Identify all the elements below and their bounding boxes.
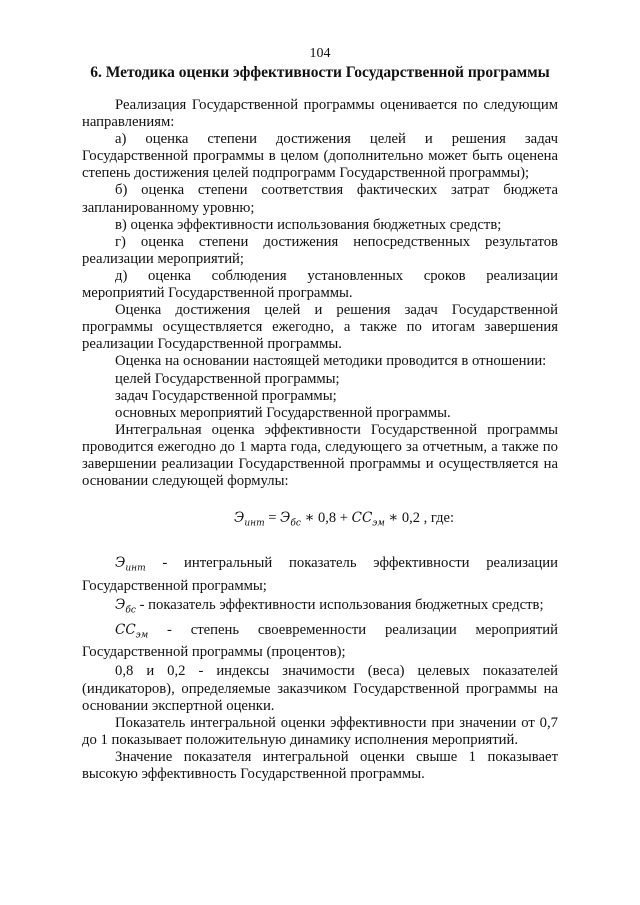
scope-item-activities: основных мероприятий Государственной программы.	[115, 404, 451, 421]
paragraph-assessment: Оценка достижения целей и решения задач Государственной программы осуществляется ежегодно, а также по итогам завершения реализации Государственной программы.	[82, 302, 558, 353]
list-item-c: в) оценка эффективности использования бюджетных средств;	[115, 216, 502, 233]
formula-weight-1: ∗ 0,8 +	[300, 510, 352, 527]
section-title: 6. Методика оценки эффективности Государственной программы	[90, 64, 550, 81]
formula-term-budget: $Э_{бс}$	[280, 510, 301, 529]
formula-eq: =	[264, 510, 281, 527]
symbol-integral: $Э_{инт}$	[115, 554, 146, 574]
formula-lhs: $Э_{инт}$	[234, 510, 265, 529]
definition-integral: $Э_{инт}$ - интегральный показатель эффективности реализации Государственной программы;	[82, 554, 558, 594]
formula-tail: , где:	[420, 510, 454, 527]
paragraph-positive-dynamics: Показатель интегральной оценки эффективности при значении от 0,7 до 1 показывает положительную динамику исполнения мероприятий.	[82, 714, 558, 748]
formula-weight-2: ∗ 0,2	[384, 510, 421, 527]
scope-item-tasks: задач Государственной программы;	[115, 387, 337, 404]
paragraph-high-efficiency: Значение показателя интегральной оценки свыше 1 показывает высокую эффективность Государственной программы.	[82, 748, 558, 783]
paragraph-intro: Реализация Государственной программы оценивается по следующим направлениям:	[82, 97, 558, 131]
list-item-e: д) оценка соблюдения установленных сроков реализации мероприятий Государственной программы.	[82, 267, 558, 302]
formula	[82, 510, 558, 533]
scope-item-goals: целей Государственной программы;	[115, 370, 340, 387]
list-item-d: г) оценка степени достижения непосредственных результатов реализации мероприятий;	[82, 233, 558, 267]
page-number: 104	[309, 46, 331, 61]
paragraph-integral: Интегральная оценка эффективности Государственной программы проводится ежегодно до 1 марта года, следующего за отчетным, а также по завершении реализации Государственной программы и осуществляется на основании следующей формулы:	[82, 421, 558, 490]
definition-budget: $Э_{бс}$ - показатель эффективности использования бюджетных средств;	[115, 596, 544, 616]
paragraph-scope: Оценка на основании настоящей методики проводится в отношении:	[115, 353, 547, 370]
symbol-budget: $Э_{бс}$	[115, 596, 136, 616]
definition-weights: 0,8 и 0,2 - индексы значимости (веса) целевых показателей (индикаторов), определяемые заказчиком Государственной программы на основании экспертной оценки.	[82, 663, 558, 714]
symbol-timeliness: $СС_{эм}$	[115, 621, 149, 641]
document-body	[82, 97, 558, 783]
definition-timeliness: $СС_{эм}$ - степень своевременности реализации мероприятий Государственной программы (процентов);	[82, 621, 558, 661]
list-item-a: а) оценка степени достижения целей и решения задач Государственной программы в целом (дополнительно может быть оценена степень достижения целей подпрограмм Государственной программы);	[82, 131, 558, 182]
formula-term-timeliness: $СС_{эм}$	[351, 510, 385, 529]
list-item-b: б) оценка степени соответствия фактических затрат бюджета запланированному уровню;	[82, 182, 558, 216]
